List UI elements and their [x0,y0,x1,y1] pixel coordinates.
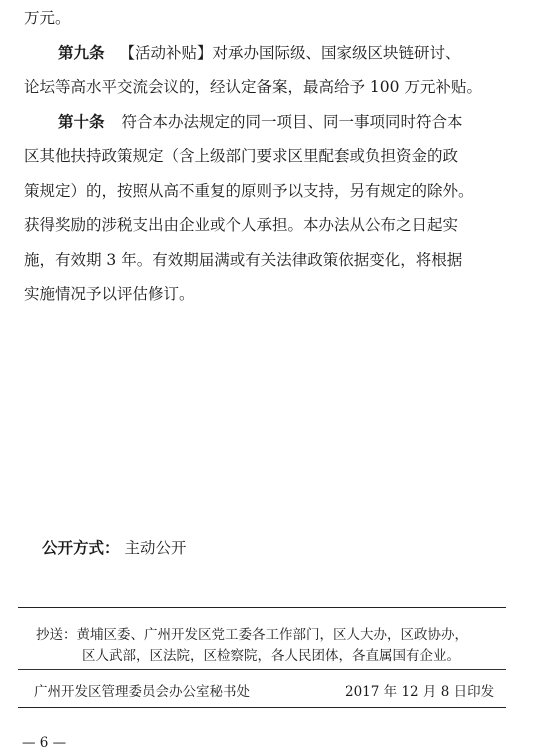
cc-line-2: 区人武部，区法院，区检察院，各人民团体，各直属国有企业。 [82,648,460,664]
article-10-text: 符合本办法规定的同一项目、同一事项同时符合本 [121,113,463,131]
cc-line-1: 抄送：黄埔区委、广州开发区党工委各工作部门，区人大办，区政协办， [36,627,468,643]
body-line-5: 区其他扶持政策规定（含上级部门要求区里配套或负担资金的政 [24,147,459,165]
body-line-7: 获得奖励的涉税支出由企业或个人承担。本办法从公布之日起实 [24,216,459,234]
article-9 [58,43,460,63]
article-10 [58,112,462,132]
article-10-heading: 第十条 [58,113,105,131]
body-line-9: 实施情况予以评估修订。 [24,285,195,303]
body-line-3: 论坛等高水平交流会议的，经认定备案，最高给予 100 万元补贴。 [24,78,482,96]
issuer-office: 广州开发区管理委员会办公室秘书处 [34,684,250,700]
body-line-6: 策规定）的，按照从高不重复的原则予以支持，另有规定的除外。 [24,182,474,200]
cc-bottom-rule [18,669,506,670]
disclosure-value: 主动公开 [124,539,187,557]
body-line-1: 万元。 [24,9,71,27]
body-line-8: 施，有效期 3 年。有效期届满或有关法律政策依据变化，将根据 [24,251,463,269]
issuer-bottom-rule [18,707,506,708]
article-9-text: 【活动补贴】对承办国际级、国家级区块链研讨、 [119,44,461,62]
cc-top-rule [18,607,506,608]
disclosure-label: 公开方式： [42,539,120,557]
page-number: — 6 — [22,735,67,751]
issue-date: 2017 年 12 月 8 日印发 [345,684,495,700]
article-9-heading: 第九条 [58,44,105,62]
disclosure-line [42,538,186,558]
